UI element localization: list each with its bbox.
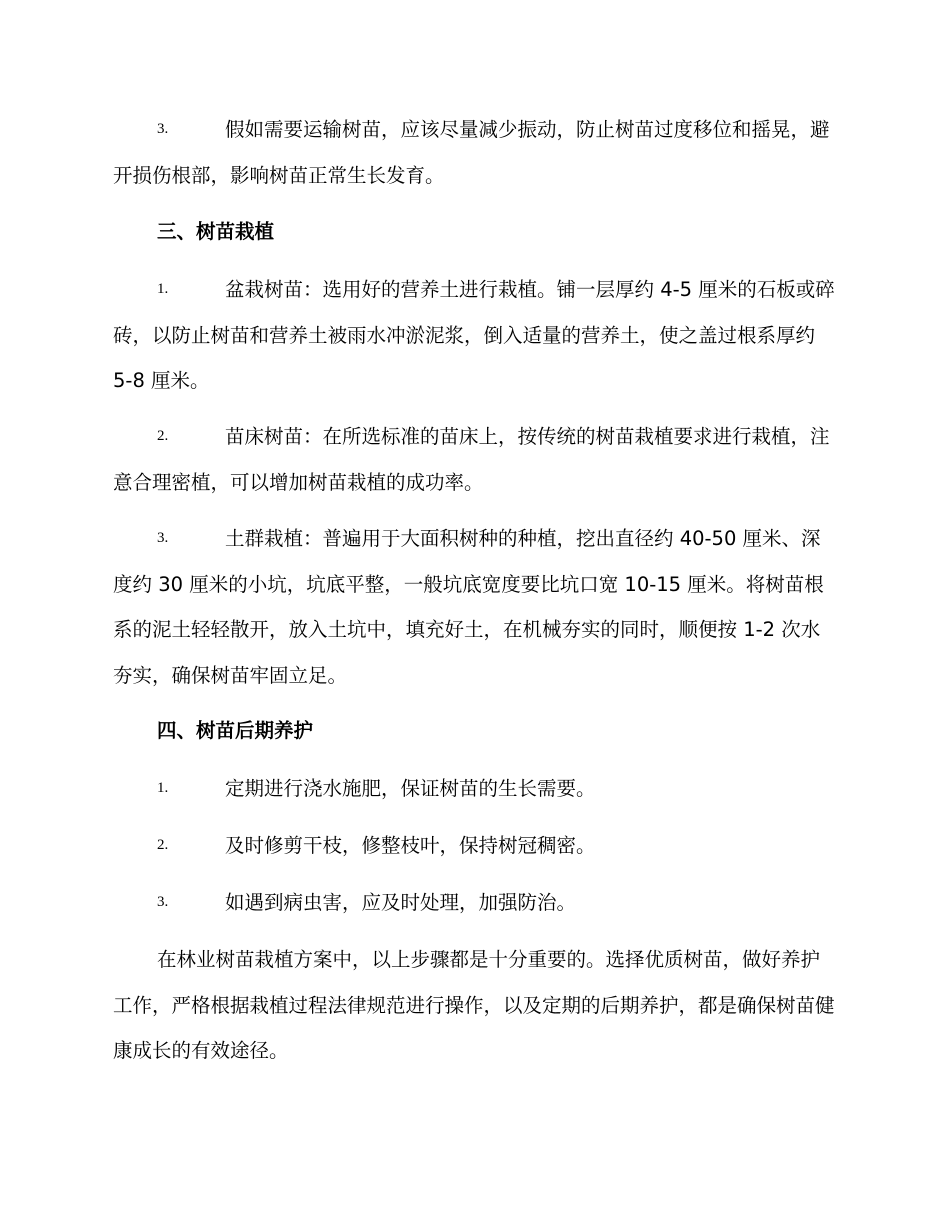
item-text: 定期进行浇水施肥，保证树苗的生长需要。 xyxy=(225,777,596,800)
planting-item-seedbed xyxy=(113,414,835,505)
maintenance-item-pruning xyxy=(113,823,835,869)
item-number: 2. xyxy=(157,837,169,853)
item-text: 苗床树苗：在所选标准的苗床上，按传统的树苗栽植要求进行栽植，注意合理密植，可以增加树苗栽植的成功率。 xyxy=(113,425,830,494)
item-number: 1. xyxy=(157,281,169,297)
maintenance-item-watering xyxy=(113,766,835,812)
item-number: 3. xyxy=(157,121,169,137)
item-number: 1. xyxy=(157,780,169,796)
item-text: 如遇到病虫害，应及时处理，加强防治。 xyxy=(225,891,577,914)
item-text: 土群栽植：普遍用于大面积树种的种植，挖出直径约 40-50 厘米、深度约 30 厘米的小坑，坑底平整，一般坑底宽度要比坑口宽 10-15 厘米。将树苗根系的泥土轻轻散开，放入土坑中，填充好土，在机械夯实的同时，顺便按 1-2 次水夯实，确保树苗牢固立足。 xyxy=(113,527,824,687)
item-number: 3. xyxy=(157,894,169,910)
item-text: 及时修剪干枝，修整枝叶，保持树冠稠密。 xyxy=(225,834,596,857)
transport-item xyxy=(113,107,835,198)
planting-item-group xyxy=(113,516,835,698)
conclusion-paragraph xyxy=(113,937,835,1074)
item-number: 3. xyxy=(157,530,169,546)
item-text: 假如需要运输树苗，应该尽量减少振动，防止树苗过度移位和摇晃，避开损伤根部，影响树苗正常生长发育。 xyxy=(113,118,830,187)
maintenance-item-pests xyxy=(113,880,835,926)
item-number: 2. xyxy=(157,428,169,444)
paragraph-text: 在林业树苗栽植方案中，以上步骤都是十分重要的。选择优质树苗，做好养护工作，严格根据栽植过程法律规范进行操作，以及定期的后期养护，都是确保树苗健康成长的有效途径。 xyxy=(113,948,835,1062)
planting-item-potted xyxy=(113,267,835,404)
item-text: 盆栽树苗：选用好的营养土进行栽植。铺一层厚约 4-5 厘米的石板或碎砖，以防止树苗和营养土被雨水冲淤泥浆，倒入适量的营养土，使之盖过根系厚约 5-8 厘米。 xyxy=(113,278,835,392)
section-heading-maintenance: 四、树苗后期养护 xyxy=(157,719,314,742)
section-heading-planting: 三、树苗栽植 xyxy=(157,220,275,243)
